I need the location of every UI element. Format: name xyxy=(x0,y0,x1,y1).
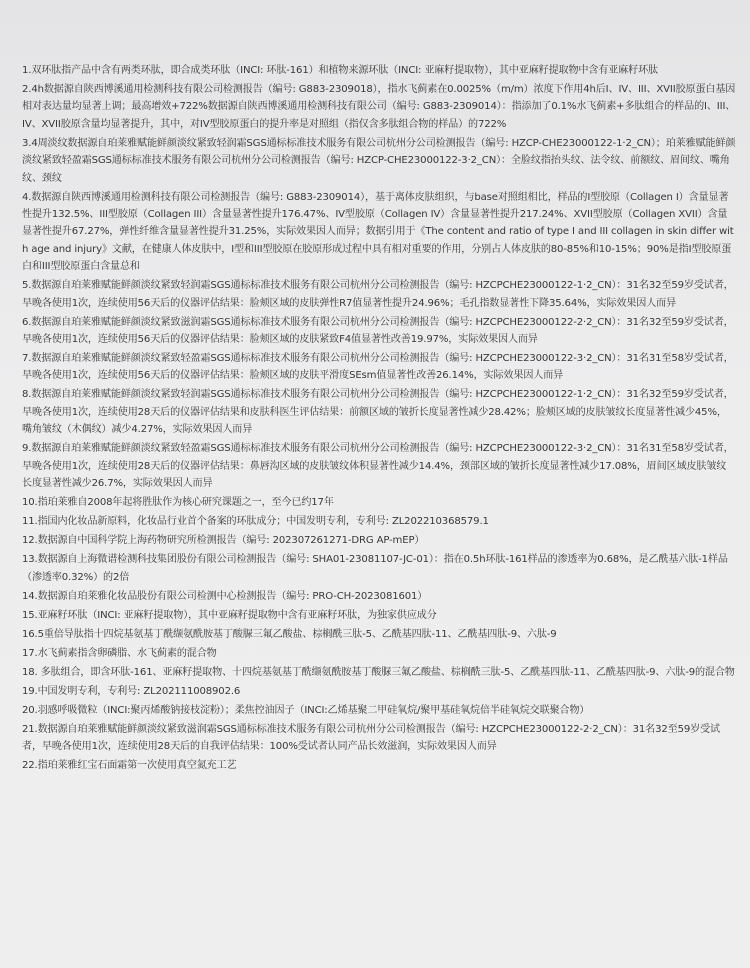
footnote-13: 13.数据源自上海微谱检测科技集团股份有限公司检测报告（编号: SHA01-23081107-JC-01）：指在0.5h环肽-161样品的渗透率为0.68%，是乙酰基六肽-1样品（渗透率0.32%）的2倍 xyxy=(22,554,728,583)
footnote-3: 3.4周淡纹数据源自珀莱雅赋能鲜颜淡纹紧致轻润霜SGS通标标准技术服务有限公司杭州分公司检测报告（编号: HZCP-CHE23000122-1·2_CN）；珀莱雅赋能鲜颜淡纹紧致轻盈霜SGS通标标准技术服务有限公司杭州分公司检测报告（编号: HZCP-CHE23000122-3·2_CN）：全脸纹指抬头纹、法令纹、前额纹、眉间纹、嘴角纹、颈纹 xyxy=(22,137,736,184)
footnote-20: 20.羽感呼吸微粒（INCI:聚丙烯酸钠接枝淀粉）；柔焦控油因子（INCI:乙烯基聚二甲硅氧烷/聚甲基硅氧烷倍半硅氧烷交联聚合物） xyxy=(22,704,590,716)
footnote-11: 11.指国内化妆品新原料，化妆品行业首个备案的环肽成分；中国发明专利，专利号: ZL202210368579.1 xyxy=(22,516,489,528)
footnote-21: 21.数据源自珀莱雅赋能鲜颜淡纹紧致滋润霜SGS通标标准技术服务有限公司杭州分公司检测报告（编号: HZCPCHE23000122-2·2_CN）：31名32至59岁受试者，早晚各使用1次，连续使用28天后的自我评估结果：100%受试者认同产品长效滋润，实际效果因人而异 xyxy=(22,723,720,752)
footnote-8: 8.数据源自珀莱雅赋能鲜颜淡纹紧致轻润霜SGS通标标准技术服务有限公司杭州分公司检测报告（编号: HZCPCHE23000122-1·2_CN）：31名32至59岁受试者，早晚各使用1次，连续使用28天后的仪器评估结果和皮肤科医生评估结果：前额区域的皱折长度显著性减少28.42%；脸颊区域的皮肤皱纹长度显著性减少45%，嘴角皱纹（木偶纹）减少4.27%，实际效果因人而异 xyxy=(22,389,734,436)
footnote-16: 16.5重倍导肽指十四烷基氨基丁酰缬氨酰胺基丁酸脲三氟乙酸盐、棕榈酰三肽-5、乙酰基四肽-11、乙酰基四肽-9、六肽-9 xyxy=(22,628,557,640)
footnote-17: 17.水飞蓟素指含卵磷脂、水飞蓟素的混合物 xyxy=(22,647,217,659)
footnote-19: 19.中国发明专利，专利号: ZL202111008902.6 xyxy=(22,685,241,697)
footnote-1: 1.双环肽指产品中含有两类环肽，即合成类环肽（INCI: 环肽-161）和植物来源环肽（INCI: 亚麻籽提取物），其中亚麻籽提取物中含有亚麻籽环肽 xyxy=(22,65,658,76)
footnote-15: 15.亚麻籽环肽（INCI: 亚麻籽提取物），其中亚麻籽提取物中含有亚麻籽环肽，为独家供应成分 xyxy=(22,609,437,621)
footnote-22: 22.指珀莱雅红宝石面霜第一次使用真空氮充工艺 xyxy=(22,759,237,771)
footnote-18: 18. 多肽组合，即含环肽-161、亚麻籽提取物、十四烷基氨基丁酰缬氨酰胺基丁酸脲三氟乙酸盐、棕榈酰三肽-5、乙酰基四肽-11、乙酰基四肽-9、六肽-9的混合物 xyxy=(22,666,735,678)
footnote-list xyxy=(22,62,736,774)
footnote-4: 4.数据源自陕西博溪通用检测科技有限公司检测报告（编号: G883-2309014），基于离体皮肤组织，与base对照组相比，样品的I型胶原（Collagen I）含量显著性提升132.5%、III型胶原（Collagen III）含量显著性提升176.47%、IV型胶原（Collagen IV）含量显著性提升217.24%、XVII型胶原（Collagen XVII）含量显著性提升67.27%，弹性纤维含量显著性提升31.25%，实际效果因人而异；数据引用于《The content and ratio of type I and III collagen in skin differ with age and injury》文献，在健康人体皮肤中，I型和III型胶原在胶原形成过程中具有相对重要的作用，分别占人体皮肤的80-85%和10-15%；90%是指I型胶原蛋白和III型胶原蛋白含量总和 xyxy=(22,191,734,273)
footnote-2: 2.4h数据源自陕西博溪通用检测科技有限公司检测报告（编号: G883-2309018），指水飞蓟素在0.0025%（m/m）浓度下作用4h后I、IV、III、XVII胶原蛋白基因相对表达量均显著上调；最高增效+722%数据源自陕西博溪通用检测科技有限公司（编号: G883-2309014）：指添加了0.1%水飞蓟素+多肽组合的样品的I、III、IV、XVII胶原含量均显著提升，其中，对IV型胶原蛋白的提升率是对照组（指仅含多肽组合物的样品）的722% xyxy=(22,84,736,130)
footnote-9: 9.数据源自珀莱雅赋能鲜颜淡纹紧致轻盈霜SGS通标标准技术服务有限公司杭州分公司检测报告（编号: HZCPCHE23000122-3·2_CN）：31名31至58岁受试者，早晚各使用1次，连续使用28天后的仪器评估结果：鼻唇沟区域的皮肤皱纹体积显著性减少14.4%，颈部区域的皱折长度显著性减少17.08%，眉间区域皮肤皱纹长度显著性减少26.7%，实际效果因人而异 xyxy=(22,443,734,490)
footnote-5: 5.数据源自珀莱雅赋能鲜颜淡纹紧致轻润霜SGS通标标准技术服务有限公司杭州分公司检测报告（编号: HZCPCHE23000122-1·2_CN）：31名32至59岁受试者，早晚各使用1次，连续使用56天后的仪器评估结果：脸颊区域的皮肤弹性R7值显著性提升24.96%；毛孔指数显著性下降35.64%，实际效果因人而异 xyxy=(22,280,734,309)
footnote-14: 14.数据源自珀莱雅化妆品股份有限公司检测中心检测报告（编号: PRO-CH-2023081601） xyxy=(22,590,428,602)
footnote-6: 6.数据源自珀莱雅赋能鲜颜淡纹紧致滋润霜SGS通标标准技术服务有限公司杭州分公司检测报告（编号: HZCPCHE23000122-2·2_CN）：31名32至59岁受试者，早晚各使用1次，连续使用56天后的仪器评估结果：脸颊区域的皮肤紧致F4值显著性改善19.97%，实际效果因人而异 xyxy=(22,316,734,346)
footnote-12: 12.数据源自中国科学院上海药物研究所检测报告（编号: 202307261271-DRG AP-mEP） xyxy=(22,535,425,547)
footnote-10: 10.指珀莱雅自2008年起将胜肽作为核心研究课题之一，至今已约17年 xyxy=(22,497,334,509)
footnote-7: 7.数据源自珀莱雅赋能鲜颜淡纹紧致轻盈霜SGS通标标准技术服务有限公司杭州分公司检测报告（编号: HZCPCHE23000122-3·2_CN）：31名31至58岁受试者，早晚各使用1次，连续使用56天后的仪器评估结果：脸颊区域的皮肤平滑度SEsm值显著性改善26.14%，实际效果因人而异 xyxy=(22,353,734,382)
